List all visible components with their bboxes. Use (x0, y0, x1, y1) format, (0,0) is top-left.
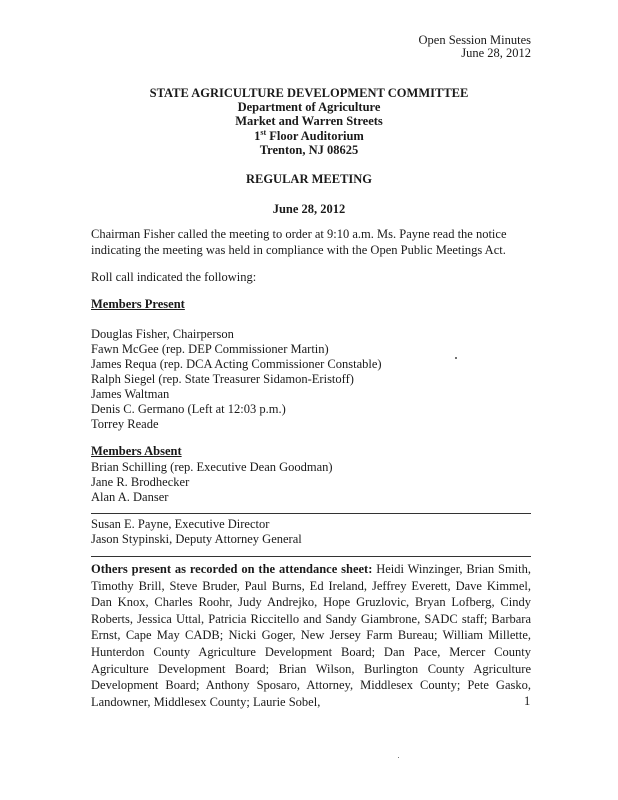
scan-speck (398, 757, 399, 758)
members-present-heading: Members Present (91, 297, 185, 311)
divider-top (91, 513, 531, 514)
floor-location (0, 129, 618, 144)
meeting-type: REGULAR MEETING (245, 172, 373, 186)
roll-call-paragraph: Roll call indicated the following: (91, 270, 257, 284)
header-doc-type: Open Session Minutes (418, 33, 531, 47)
member-present-item: James Waltman (91, 387, 170, 401)
member-absent-item: Alan A. Danser (91, 490, 169, 504)
street-address: Market and Warren Streets (235, 114, 383, 128)
department-name: Department of Agriculture (237, 100, 381, 114)
members-present-list (91, 327, 382, 432)
member-absent-item: Brian Schilling (rep. Executive Dean Goodman) (91, 460, 333, 474)
member-absent-item: Jane R. Brodhecker (91, 475, 190, 489)
members-absent-list (91, 460, 333, 505)
call-to-order-paragraph: Chairman Fisher called the meeting to order at 9:10 a.m. Ms. Payne read the notice indicating the meeting was held in compliance with the Open Public Meetings Act. (91, 227, 507, 257)
floor-rest: Floor Auditorium (266, 129, 364, 143)
committee-name: STATE AGRICULTURE DEVELOPMENT COMMITTEE (149, 86, 469, 100)
city-address: Trenton, NJ 08625 (259, 143, 359, 157)
others-label: Others present as recorded on the attendance sheet: (91, 562, 373, 576)
staff-list (91, 517, 302, 547)
page-number: 1 (524, 694, 531, 708)
member-present-item: Denis C. Germano (Left at 12:03 p.m.) (91, 402, 286, 416)
others-text: Heidi Winzinger, Brian Smith, Timothy Brill, Steve Bruder, Paul Burns, Ed Ireland, Jeffrey Everett, Dave Kimmel, Dan Knox, Charles Roohr, Judy Andrejko, Hope Gruzlovic, Bryan Lofberg, Cindy Roberts, Jessica Uttal, Patricia Riccitello and Sandy Giambrone, SADC staff; Barbara Ernst, Cape May CADB; Nicki Goger, New Jersey Farm Bureau; William Millette, Hunterdon County Agriculture Development Board; Dan Pace, Mercer County Agriculture Development Board; Brian Wilson, Burlington County Agriculture Development Board; Anthony Sposaro, Attorney, Middlesex County; Pete Gasko, Landowner, Middlesex County; Laurie Sobel, (91, 562, 531, 709)
scan-speck (455, 357, 457, 359)
meeting-date: June 28, 2012 (272, 202, 346, 216)
member-present-item: Ralph Siegel (rep. State Treasurer Sidamon-Eristoff) (91, 372, 354, 386)
divider-bottom (91, 556, 531, 557)
floor-number: 1 (254, 129, 261, 143)
staff-item: Jason Stypinski, Deputy Attorney General (91, 532, 302, 546)
member-present-item: Torrey Reade (91, 417, 159, 431)
header-date: June 28, 2012 (461, 46, 531, 60)
floor-suffix: st (260, 128, 267, 137)
staff-item: Susan E. Payne, Executive Director (91, 517, 270, 531)
members-absent-heading: Members Absent (91, 444, 182, 458)
others-present-paragraph (91, 561, 531, 710)
member-present-item: Fawn McGee (rep. DEP Commissioner Martin) (91, 342, 329, 356)
member-present-item: James Requa (rep. DCA Acting Commissioner Constable) (91, 357, 382, 371)
member-present-item: Douglas Fisher, Chairperson (91, 327, 234, 341)
